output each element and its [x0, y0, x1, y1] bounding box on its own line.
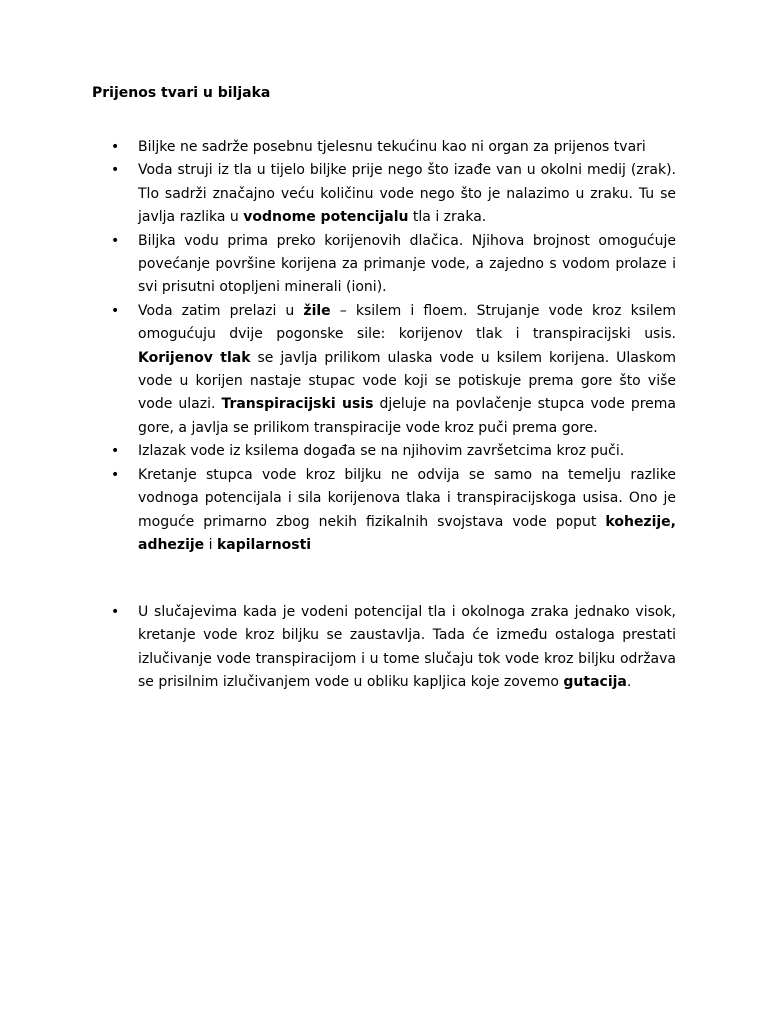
- list-item: [0, 601, 676, 695]
- list-item: [0, 159, 676, 229]
- text-segment: i: [204, 536, 217, 553]
- bullet-icon: •: [111, 466, 120, 483]
- list-item-text: [138, 604, 676, 690]
- bold-term: žile: [303, 302, 331, 319]
- list-item-text: [138, 233, 676, 296]
- list-item-text: [138, 443, 624, 459]
- list-item: [0, 136, 676, 159]
- list-item-text: [138, 467, 676, 553]
- bullet-list-continued: [0, 601, 768, 695]
- list-item-text: [138, 139, 646, 155]
- text-segment: tla i zraka.: [408, 209, 487, 226]
- list-item: [0, 464, 676, 558]
- text-segment: .: [626, 674, 632, 691]
- list-item: [0, 300, 676, 440]
- bold-term: vodnome potencijalu: [243, 209, 409, 226]
- text-segment: Izlazak vode iz ksilema događa se na njihovim završetcima kroz puči.: [138, 443, 625, 460]
- text-segment: Kretanje stupca vode kroz biljku ne odvija se samo na temelju razlike vodnoga potencijala i sila korijenova tlaka i transpiracijskoga usisa. Ono je moguće primarno zbog nekih fizikalnih svojstava vode poput: [138, 466, 676, 530]
- document-title: Prijenos tvari u biljaka: [92, 85, 271, 101]
- bullet-icon: •: [111, 443, 120, 460]
- list-item-text: [138, 303, 676, 436]
- text-segment: – ksilem i floem. Strujanje vode kroz ksilem omogućuju dvije pogonske sile: korijenov tlak i transpiracijski usis.: [138, 302, 677, 343]
- bold-term: gutacija: [563, 674, 627, 691]
- bold-term: Transpiracijski usis: [221, 396, 374, 413]
- bullet-icon: •: [111, 604, 120, 620]
- text-segment: se javlja prilikom ulaska vode u ksilem korijena. Ulaskom vode u korijen nastaje stupac vode koji se potiskuje prema gore što više vode ulazi.: [138, 349, 676, 413]
- bullet-icon: •: [111, 302, 120, 319]
- text-segment: Voda zatim prelazi u: [138, 302, 304, 319]
- text-segment: Voda struji iz tla u tijelo biljke prije nego što izađe van u okolni medij (zrak). Tlo sadrži značajno veću količinu vode nego što je nalazimo u zraku. Tu se javlja razlika u: [138, 162, 676, 226]
- bullet-icon: •: [111, 162, 120, 179]
- text-segment: U slučajevima kada je vodeni potencijal tla i okolnoga zraka jednako visok, kretanje vode kroz biljku se zaustavlja. Tada će između ostaloga prestati izlučivanje vode transpiracijom i u tome slučaju tok vode kroz biljku održava se prisilnim izlučivanjem vode u obliku kapljica koje zovemo: [138, 604, 676, 691]
- bullet-list: [0, 136, 768, 557]
- list-item: [0, 230, 676, 300]
- bullet-icon: •: [111, 139, 120, 155]
- bold-term: Korijenov tlak: [138, 349, 251, 366]
- text-segment: djeluje na povlačenje stupca vode prema gore, a javlja se prilikom transpiracije vode kroz puči prema gore.: [138, 396, 676, 436]
- list-item: [0, 440, 676, 463]
- bullet-icon: •: [111, 232, 120, 249]
- list-item-text: [138, 162, 676, 225]
- text-segment: Biljka vodu prima preko korijenovih dlačica. Njihova brojnost omogućuje povećanje površine korijena za primanje vode, a zajedno s vodom prolaze i svi prisutni otopljeni minerali (ioni).: [138, 232, 676, 296]
- text-segment: Biljke ne sadrže posebnu tjelesnu tekućinu kao ni organ za prijenos tvari: [138, 139, 646, 155]
- bold-term: kapilarnosti: [216, 536, 312, 553]
- bold-term: kohezije, adhezije: [138, 513, 676, 553]
